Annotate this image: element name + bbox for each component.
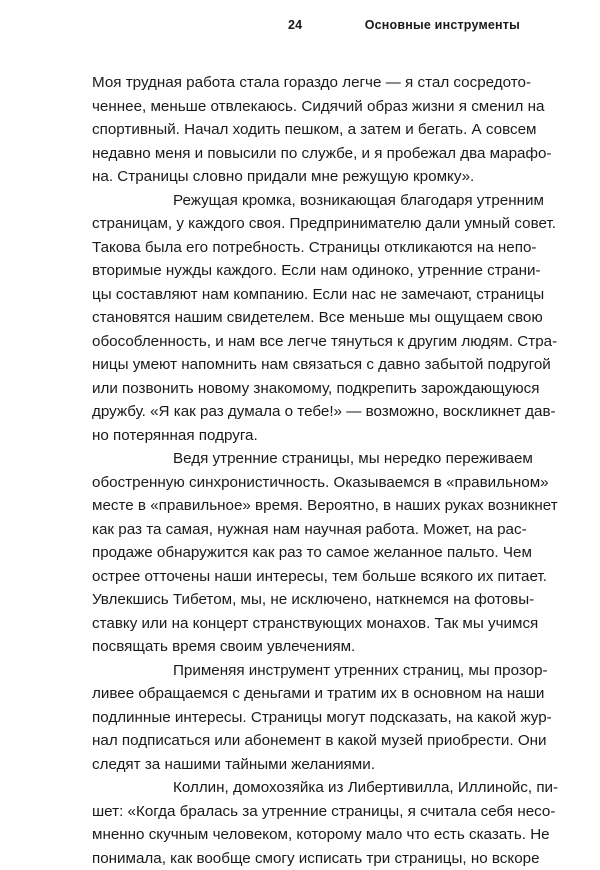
- text-line: цы составляют нам компанию. Если нас не замечают, страницы: [92, 283, 516, 307]
- body-text: [92, 71, 516, 870]
- paragraph: [92, 447, 516, 659]
- text-line: вторимые нужды каждого. Если нам одиноко, утренние страни-: [92, 259, 516, 283]
- text-line: Увлекшись Тибетом, мы, не исключено, наткнемся на фотовы-: [92, 588, 516, 612]
- text-line: Коллин, домохозяйка из Либертивилла, Иллинойс, пи-: [92, 776, 516, 800]
- text-line: обостренную синхронистичность. Оказываемся в «правильном»: [92, 471, 516, 495]
- text-line: как раз та самая, нужная нам научная работа. Может, на рас-: [92, 518, 516, 542]
- text-line: ставку или на концерт странствующих монахов. Так мы учимся: [92, 612, 516, 636]
- paragraph: [92, 776, 516, 870]
- text-line: Применяя инструмент утренних страниц, мы прозор-: [92, 659, 516, 683]
- page-number: 24: [288, 18, 302, 32]
- page-header: [0, 12, 600, 36]
- text-line: Режущая кромка, возникающая благодаря утренним: [92, 189, 516, 213]
- text-line: следят за нашими тайными желаниями.: [92, 753, 516, 777]
- text-line: посвящать время своим увлечениям.: [92, 635, 516, 659]
- text-line: Моя трудная работа стала гораздо легче — я стал сосредото-: [92, 71, 516, 95]
- paragraph: [92, 189, 516, 448]
- text-line: обособленность, и нам все легче тянуться к другим людям. Стра-: [92, 330, 516, 354]
- text-line: острее отточены наши интересы, тем больше всякого их питает.: [92, 565, 516, 589]
- text-line: подлинные интересы. Страницы могут подсказать, на какой жур-: [92, 706, 516, 730]
- text-line: недавно меня и повысили по службе, и я пробежал два марафо-: [92, 142, 516, 166]
- text-line: продаже обнаружится как раз то самое желанное пальто. Чем: [92, 541, 516, 565]
- text-line: Такова была его потребность. Страницы откликаются на непо-: [92, 236, 516, 260]
- text-line: ливее обращаемся с деньгами и тратим их в основном на наши: [92, 682, 516, 706]
- text-line: на. Страницы словно придали мне режущую кромку».: [92, 165, 516, 189]
- text-line: месте в «правильное» время. Вероятно, в наших руках возникнет: [92, 494, 516, 518]
- text-line: шет: «Когда бралась за утренние страницы, я считала себя несо-: [92, 800, 516, 824]
- paragraph: [92, 659, 516, 777]
- running-title: Основные инструменты: [365, 18, 520, 32]
- text-line: понимала, как вообще смогу исписать три страницы, но вскоре: [92, 847, 516, 870]
- text-line: мненно скучным человеком, которому мало что есть сказать. Не: [92, 823, 516, 847]
- text-line: ницы умеют напомнить нам связаться с давно забытой подругой: [92, 353, 516, 377]
- text-line: спортивный. Начал ходить пешком, а затем и бегать. А совсем: [92, 118, 516, 142]
- text-line: дружбу. «Я как раз думала о тебе!» — возможно, воскликнет дав-: [92, 400, 516, 424]
- text-line: или позвонить новому знакомому, подкрепить зарождающуюся: [92, 377, 516, 401]
- text-line: становятся нашим свидетелем. Все меньше мы ощущаем свою: [92, 306, 516, 330]
- text-line: Ведя утренние страницы, мы нередко переживаем: [92, 447, 516, 471]
- text-line: ченнее, меньше отвлекаюсь. Сидячий образ жизни я сменил на: [92, 95, 516, 119]
- text-line: нал подписаться или абонемент в какой музей приобрести. Они: [92, 729, 516, 753]
- paragraph: [92, 71, 516, 189]
- text-line: страницам, у каждого своя. Предпринимателю дали умный совет.: [92, 212, 516, 236]
- text-line: но потерянная подруга.: [92, 424, 516, 448]
